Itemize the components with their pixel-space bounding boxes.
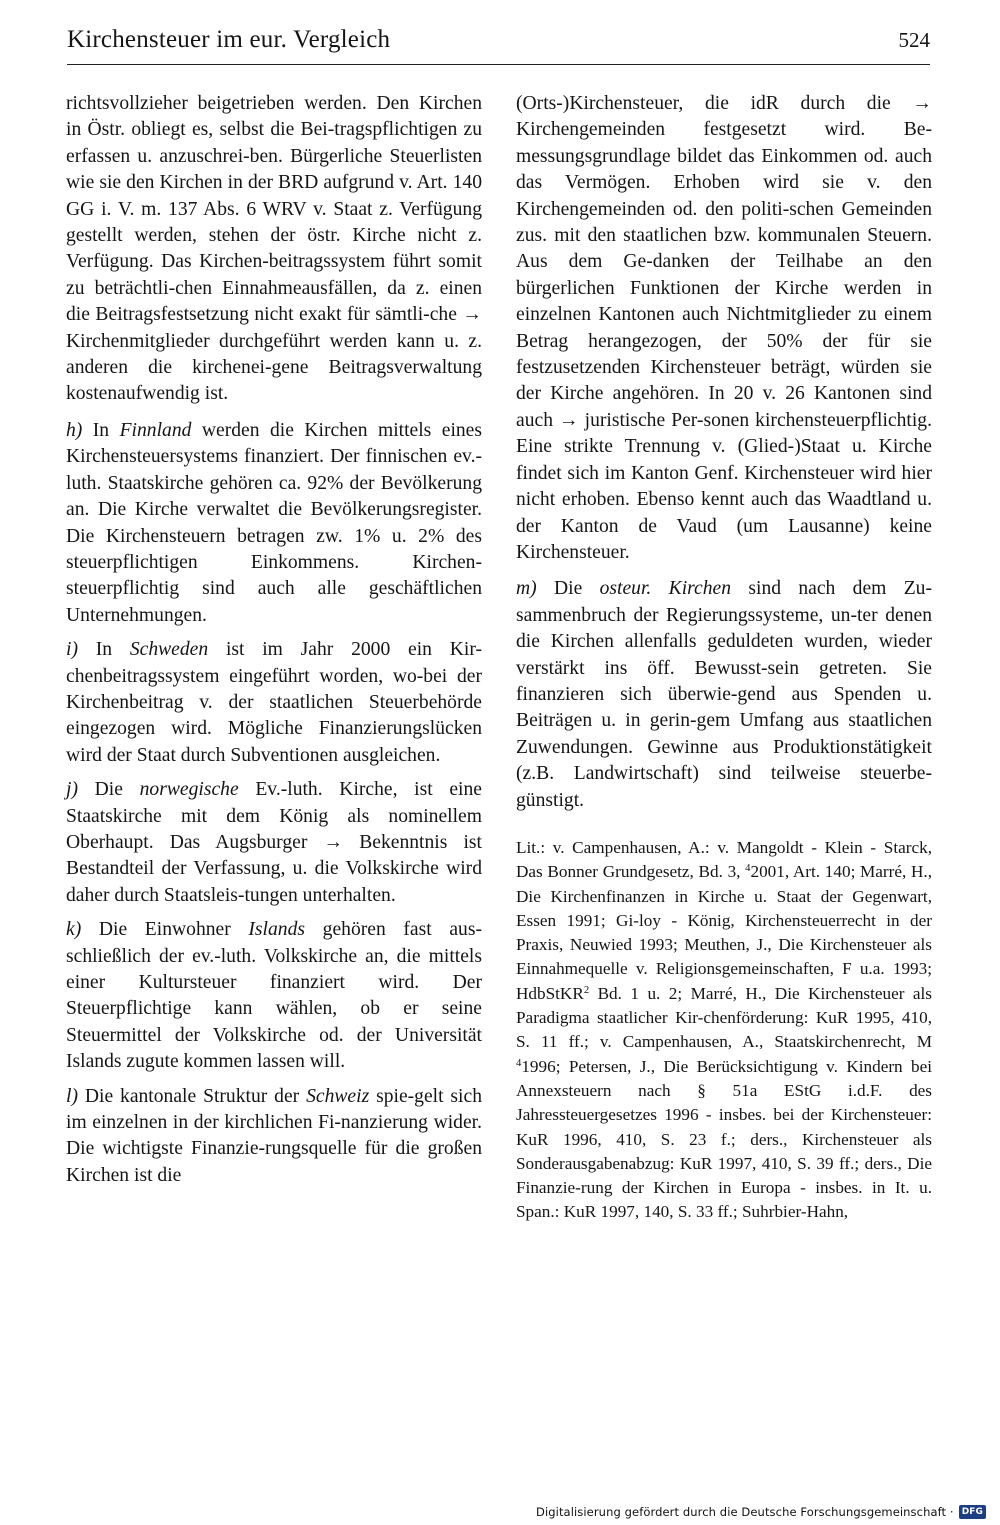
section-m-osteuropa: [516, 576, 932, 814]
section-text: gehören fast aus-schließlich der ev.-luth. Volkskirche an, die mittels einer Kultursteuer finanziert wird. Der Steuerpflichtige kann wählen, ob er seine Steuermittel der Volkskirche od. der Universität Islands zugute kommen lassen will.: [66, 919, 482, 1073]
section-marker: j): [66, 779, 78, 801]
section-l-schweiz: [66, 1084, 482, 1190]
literature-references: [516, 836, 932, 1225]
country-name: Schweden: [129, 639, 209, 661]
footer-text: Digitalisierung gefördert durch die Deutsche Forschungsgemeinschaft ·: [536, 1505, 954, 1519]
section-text: sind nach dem Zu-sammenbruch der Regierungssysteme, un-ter denen die Kirchen allenfalls geduldeten wurden, wieder verstärkt ins öff. Bewusst-sein getreten. Sie finanzieren sich überwie-gend aus Spenden u. Beiträgen u. in gerin-gem Umfang aus staatlichen Zuwendungen. Gewinne aus Produktionstätigkeit (z.B. Landwirtschaft) sind teilweise steuerbe-günstigt.: [516, 578, 933, 811]
country-name: Islands: [248, 919, 306, 941]
country-name: Finnland: [119, 419, 192, 441]
page-header: [67, 24, 930, 65]
section-j-norwegen: [66, 777, 482, 909]
section-text: Die kantonale Struktur der: [77, 1085, 307, 1107]
literature-text: Bd. 1 u. 2; Marré, H., Die Kirchensteuer als Paradigma staatlicher Kir-chenförderung: KuR 1995, 410, S. 11 ff.; v. Campenhausen, A., Staatskirchenrecht, M: [516, 983, 932, 1052]
digitization-footer: [536, 1505, 986, 1519]
literature-text: 1996; Petersen, J., Die Berücksichtigung v. Kindern bei Annexsteuern nach § 51a EStG i.d.F. des Jahressteuergesetzes 1996 - insbes. bei der Kirchensteuer: KuR 1996, 410, S. 23 f.; ders., Kirchensteuer als Sonderausgabenabzug: KuR 1997, 410, S. 39 ff.; ders., Die Finanzie-rung der Kirchen in Europa - insbes. in It. u. Span.: KuR 1997, 140, S. 33 ff.; Suhrbier-Hahn,: [516, 1056, 932, 1222]
section-marker: h): [66, 419, 83, 441]
section-text: ist im Jahr 2000 ein Kir-chenbeitragssystem eingeführt worden, wo-bei der Kirchenbeitrag v. der staatlichen Steuerbehörde eingezogen wird. Mögliche Finanzierungslücken wird der Staat durch Subventionen ausgleichen.: [66, 639, 482, 766]
edition-superscript: 4: [516, 1057, 522, 1069]
literature-text: 2001, Art. 140; Marré, H., Die Kirchenfinanzen in Kirche u. Staat der Gegenwart, Essen 1991; Gi-loy - König, Kirchensteuerrecht in der Praxis, Neuwied 1993; Meuthen, J., Die Kirchensteuer als Einnahmequelle v. Religionsgemeinschaften, F u.a. 1993; HdbStKR: [516, 862, 932, 1003]
section-h-finnland: [66, 418, 482, 629]
section-text: werden die Kirchen mittels eines Kirchensteuersystems finanziert. Der finnischen ev.-luth. Staatskirche gehören ca. 92% der Bevölkerung an. Die Kirche verwaltet die Bevölkerungsregister. Die Kirchensteuern betragen zw. 1% u. 2% des steuerpflichtigen Einkommens. Kirchen-steuerpflichtig sind auch alle geschäftlichen Unternehmungen.: [66, 419, 483, 626]
section-text: In: [82, 419, 120, 441]
right-column: [516, 91, 932, 1225]
section-marker: k): [66, 919, 82, 941]
country-name: osteur. Kirchen: [599, 578, 732, 600]
edition-superscript: 2: [583, 984, 590, 996]
running-title: Kirchensteuer im eur. Vergleich: [67, 26, 391, 53]
section-l-continuation: [516, 91, 932, 566]
section-marker: m): [516, 578, 537, 600]
section-marker: i): [66, 639, 78, 661]
section-text: Ev.-luth. Kirche, ist eine Staatskirche mit dem König als nominellem Oberhaupt. Das Augsburger → Bekenntnis ist Bestandteil der Verfassung, u. die Volkskirche wird daher durch Staatsleis-tungen unterhalten.: [66, 779, 482, 906]
paragraph-text: (Orts-)Kirchensteuer, die idR durch die → Kirchengemeinden festgesetzt wird. Be-messungsgrundlage bildet das Einkommen od. auch das Vermögen. Erhoben wird sie v. den Kirchengemeinden od. den politi-schen Gemeinden zus. mit den staatlichen bzw. kommunalen Steuern. Aus dem Ge-danken der Teilhabe an den bürgerlichen Funktionen der Kirche werden in einzelnen Kantonen auch Nichtmitglieder zu einem Betrag herangezogen, der 50% der für sie festzusetzenden Kirchensteuer beträgt, würden sie der Kirche angehören. In 20 v. 26 Kantonen sind auch → juristische Per-sonen kirchensteuerpflichtig. Eine strikte Trennung v. (Glied-)Staat u. Kirche findet sich im Kanton Genf. Kirchensteuer wird hier nicht erhoben. Ebenso kennt auch das Waadtland u. der Kanton de Vaud (um Lausanne) keine Kirchensteuer.: [516, 93, 932, 563]
edition-superscript: 4: [745, 863, 751, 875]
paragraph-continuation: [66, 91, 482, 408]
section-marker: l): [66, 1085, 78, 1107]
section-k-island: [66, 917, 482, 1075]
left-column: [66, 91, 482, 1189]
section-text: Die: [536, 578, 600, 600]
section-text: spie-gelt sich im einzelnen in der kirchlichen Fi-nanzierung wider. Die wichtigste Finanzie-rungsquelle für die großen Kirchen ist die: [66, 1085, 482, 1186]
country-name: Schweiz: [306, 1085, 370, 1107]
country-name: norwegische: [139, 779, 239, 801]
section-i-schweden: [66, 637, 482, 769]
section-text: In: [77, 639, 130, 661]
page-number: 524: [898, 28, 930, 52]
section-text: Die Einwohner: [81, 919, 249, 941]
section-text: Die: [77, 779, 140, 801]
dfg-logo-icon: DFG: [959, 1505, 986, 1519]
paragraph-text: richtsvollzieher beigetrieben werden. Den Kirchen in Östr. obliegt es, selbst die Bei-tragspflichtigen zu erfassen u. anzuschrei-ben. Bürgerliche Steuerlisten wie sie den Kirchen in der BRD aufgrund v. Art. 140 GG i. V. m. 137 Abs. 6 WRV v. Staat z. Verfügung gestellt werden, stehen der östr. Kirche nicht z. Verfügung. Das Kirchen-beitragssystem führt somit zu beträchtli-chen Einnahmeausfällen, da z. einen die Beitragsfestsetzung nicht exakt für sämtli-che → Kirchenmitglieder durchgeführt werden kann u. z. anderen die kirchenei-gene Beitragsverwaltung kostenaufwendig ist.: [66, 93, 482, 405]
literature-text: Lit.: v. Campenhausen, A.: v. Mangoldt - Klein - Starck, Das Bonner Grundgesetz, Bd. 3,: [516, 837, 932, 882]
